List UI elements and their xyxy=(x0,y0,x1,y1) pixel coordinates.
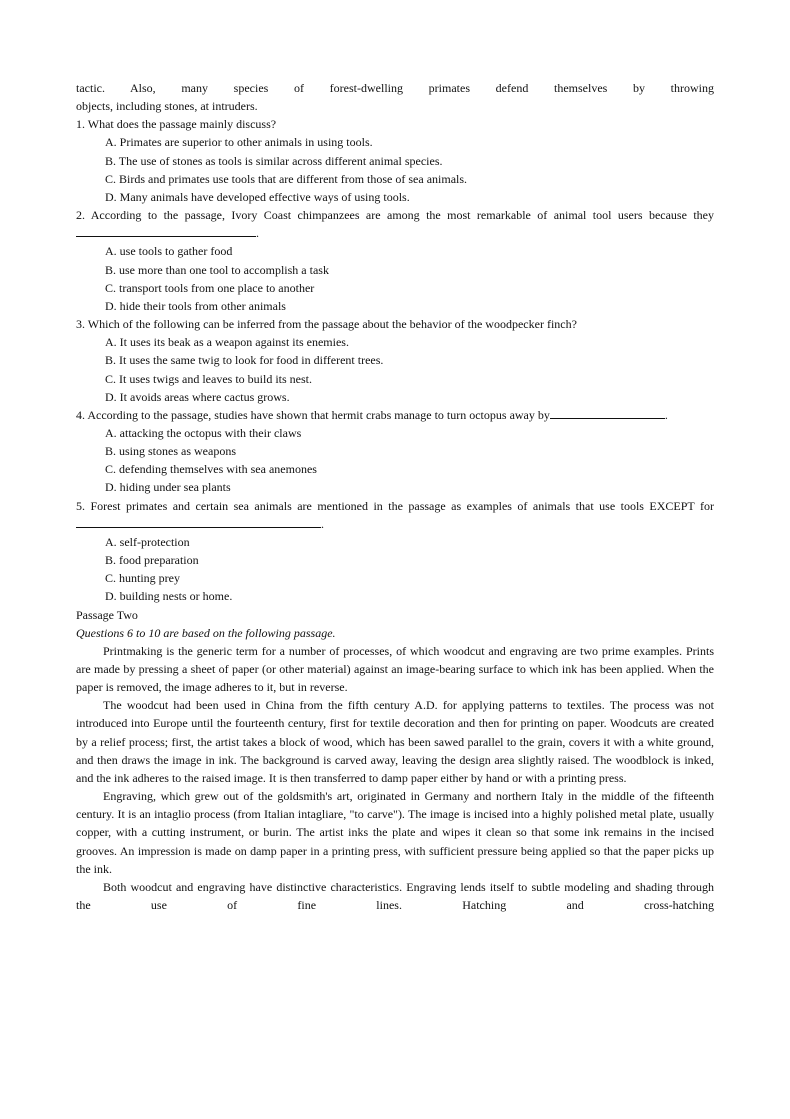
question-1-text: 1. What does the passage mainly discuss? xyxy=(76,117,277,132)
question-5-option-b: B. food preparation xyxy=(105,553,199,568)
question-2 xyxy=(76,206,714,315)
answer-blank xyxy=(76,224,256,237)
intro-line-1: tactic. Also, many species of forest-dwelling primates defend themselves by throwing xyxy=(76,81,714,95)
question-4-option-b: B. using stones as weapons xyxy=(105,444,236,459)
question-3-option-d: D. It avoids areas where cactus grows. xyxy=(105,389,290,404)
question-4-stem xyxy=(76,406,714,424)
answer-blank xyxy=(76,515,321,528)
question-1-option-b: B. The use of stones as tools is similar across different animal species. xyxy=(105,153,443,168)
document-page xyxy=(76,79,714,914)
passage-paragraph-1: Printmaking is the generic term for a number of processes, of which woodcut and engraving are two prime examples. Prints are made by pressing a sheet of paper (or other material) against an image-bearing surface to which ink has been applied. When the paper is removed, the image adheres to it, but in reverse. xyxy=(76,643,714,695)
question-5-period: . xyxy=(321,516,324,531)
question-2-option-c: C. transport tools from one place to another xyxy=(105,280,315,295)
question-1 xyxy=(76,115,714,206)
question-5-option-d: D. building nests or home. xyxy=(105,589,233,604)
question-4-option-d: D. hiding under sea plants xyxy=(105,480,231,495)
answer-blank xyxy=(550,406,665,419)
question-4 xyxy=(76,406,714,497)
question-2-option-d: D. hide their tools from other animals xyxy=(105,298,286,313)
question-3 xyxy=(76,315,714,406)
question-5-text: 5. Forest primates and certain sea animals are mentioned in the passage as examples of animals that use tools EXCEPT for xyxy=(76,498,714,513)
question-5-option-c: C. hunting prey xyxy=(105,571,180,586)
question-4-option-a: A. attacking the octopus with their claws xyxy=(105,425,302,440)
question-3-option-b: B. It uses the same twig to look for food in different trees. xyxy=(105,353,384,368)
question-2-period: . xyxy=(256,226,259,241)
passage-two-heading: Passage Two xyxy=(76,607,138,622)
passage-paragraph-2: The woodcut had been used in China from the fifth century A.D. for applying patterns to textiles. The process was not introduced into Europe until the fourteenth century, first for textile decoration and then for printing on paper. Woodcuts are created by a relief process; first, the artist takes a block of wood, which has been sawed parallel to the grain, covers it with a white ground, and then draws the image in ink. The background is carved away, leaving the design area slightly raised. The woodblock is inked, and the ink adheres to the raised image. It is then transferred to damp paper either by hand or with a printing press. xyxy=(76,698,714,785)
passage-two-instruction: Questions 6 to 10 are based on the following passage. xyxy=(76,625,336,640)
question-3-option-a: A. It uses its beak as a weapon against its enemies. xyxy=(105,335,349,350)
question-2-option-b: B. use more than one tool to accomplish a task xyxy=(105,262,329,277)
question-5-option-a: A. self-protection xyxy=(105,534,190,549)
question-4-period: . xyxy=(664,407,668,422)
question-1-option-d: D. Many animals have developed effective ways of using tools. xyxy=(105,189,410,204)
question-4-text: 4. According to the passage, studies have shown that hermit crabs manage to turn octopus away by xyxy=(76,407,550,422)
question-3-text: 3. Which of the following can be inferred from the passage about the behavior of the woodpecker finch? xyxy=(76,317,577,332)
question-1-option-c: C. Birds and primates use tools that are different from those of sea animals. xyxy=(105,171,468,186)
intro-line-2: objects, including stones, at intruders. xyxy=(76,99,258,114)
question-5 xyxy=(76,497,714,606)
question-5-stem xyxy=(76,497,714,533)
passage-paragraph-3: Engraving, which grew out of the goldsmith's art, originated in Germany and northern Italy in the middle of the fifteenth century. It is an intaglio process (from Italian intagliare, "to carve"). The image is incised into a highly polished metal plate, usually copper, with a cutting instrument, or burin. The artist inks the plate and wipes it clean so that some ink remains in the incised grooves. An impression is made on damp paper in a printing press, with sufficient pressure being applied so that the paper picks up the ink. xyxy=(76,789,714,876)
question-2-text: 2. According to the passage, Ivory Coast chimpanzees are among the most remarkable of animal tool users because they xyxy=(76,208,714,223)
question-2-stem xyxy=(76,206,714,242)
question-1-option-a: A. Primates are superior to other animals in using tools. xyxy=(105,135,373,150)
passage-paragraph-4: Both woodcut and engraving have distinctive characteristics. Engraving lends itself to subtle modeling and shading through the use of fine lines. Hatching and cross-hatching xyxy=(76,879,714,913)
question-2-option-a: A. use tools to gather food xyxy=(105,244,233,259)
question-3-option-c: C. It uses twigs and leaves to build its nest. xyxy=(105,371,312,386)
question-4-option-c: C. defending themselves with sea anemones xyxy=(105,462,317,477)
